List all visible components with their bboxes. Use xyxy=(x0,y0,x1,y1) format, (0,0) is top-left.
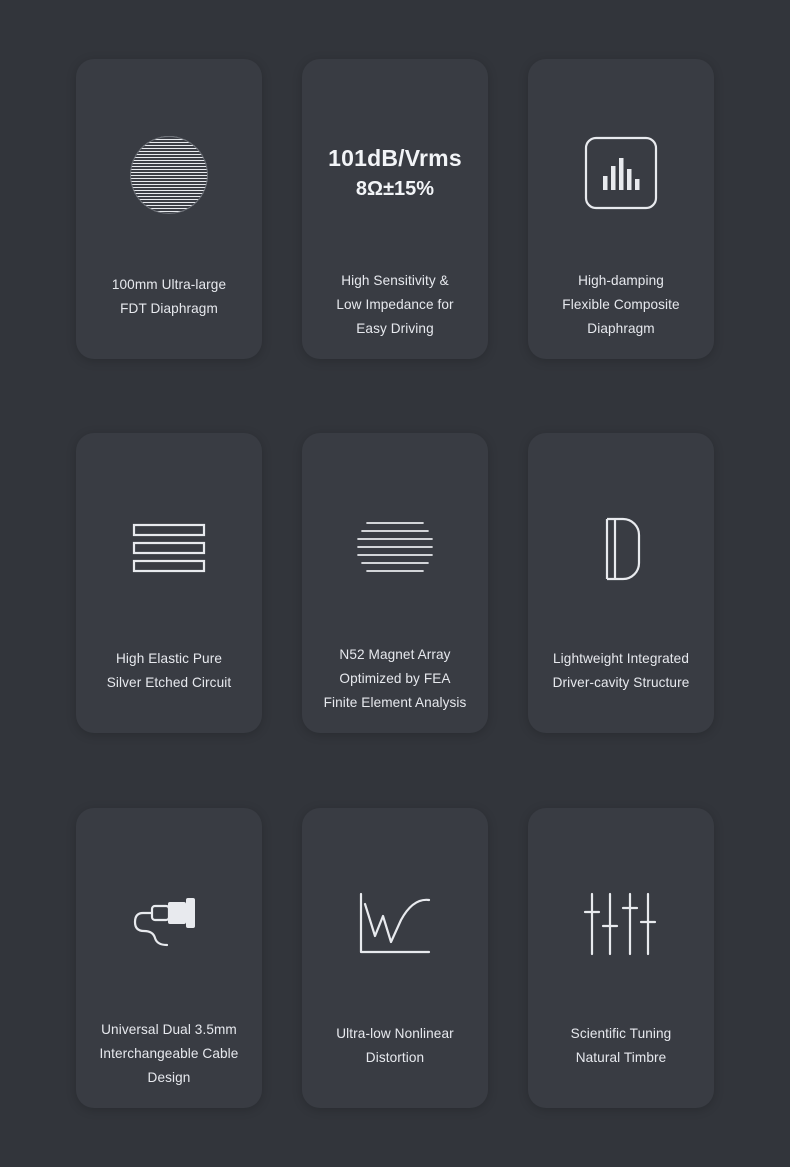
spec-line-2: 8Ω±15% xyxy=(355,177,435,200)
caption-line: Distortion xyxy=(365,1049,425,1065)
caption-line: Finite Element Analysis xyxy=(323,695,467,711)
cable-plug-icon xyxy=(126,890,212,954)
icon-zone xyxy=(312,451,478,643)
icon-zone xyxy=(538,77,704,269)
magnet-array-lines-icon xyxy=(353,519,437,575)
icon-zone xyxy=(538,826,704,1022)
caption-line: 100mm Ultra-large xyxy=(111,277,227,293)
caption-line: High Sensitivity & xyxy=(341,273,449,289)
icon-zone xyxy=(86,826,252,1018)
sensitivity-spec-text-icon xyxy=(328,144,462,202)
feature-card-magnet-array xyxy=(302,433,488,733)
feature-card-cable xyxy=(76,808,262,1108)
caption-line: Design xyxy=(147,1069,191,1085)
grid-cell xyxy=(60,771,278,1145)
grid-cell xyxy=(512,22,730,396)
caption-line: Natural Timbre xyxy=(575,1049,667,1065)
icon-zone xyxy=(86,451,252,647)
caption-line: N52 Magnet Array xyxy=(339,647,451,663)
caption-line: High Elastic Pure xyxy=(116,651,222,667)
icon-zone xyxy=(312,826,478,1022)
grid-cell xyxy=(512,771,730,1145)
caption-line: High-damping xyxy=(578,273,664,289)
spec-line-1: 101dB/Vrms xyxy=(328,145,462,172)
grid-cell xyxy=(286,396,504,770)
feature-caption xyxy=(538,647,704,695)
feature-caption xyxy=(86,647,252,695)
caption-line: Flexible Composite xyxy=(562,297,680,313)
caption-line: Interchangeable Cable xyxy=(99,1045,239,1061)
caption-line: FDT Diaphragm xyxy=(120,301,218,317)
feature-caption xyxy=(312,269,478,341)
caption-line: Universal Dual 3.5mm xyxy=(101,1021,237,1037)
feature-card-fdt-diaphragm xyxy=(76,59,262,359)
grid-cell xyxy=(286,771,504,1145)
grid-cell xyxy=(286,22,504,396)
distortion-waveform-graph-icon xyxy=(355,890,435,958)
damping-bars-square-icon xyxy=(584,136,658,210)
icon-zone xyxy=(538,451,704,647)
grid-cell xyxy=(60,22,278,396)
grid-cell xyxy=(60,396,278,770)
mesh-diaphragm-circle-icon xyxy=(130,136,208,214)
etched-circuit-lines-icon xyxy=(130,519,208,579)
feature-caption xyxy=(538,269,704,341)
caption-line: Lightweight Integrated xyxy=(553,651,689,667)
caption-line: Driver-cavity Structure xyxy=(552,675,690,691)
caption-line: Ultra-low Nonlinear xyxy=(336,1025,454,1041)
feature-caption xyxy=(538,1022,704,1070)
caption-line: Easy Driving xyxy=(356,321,434,337)
caption-line: Diaphragm xyxy=(587,321,655,337)
caption-line: Silver Etched Circuit xyxy=(106,675,232,691)
feature-caption xyxy=(86,273,252,321)
feature-caption xyxy=(86,1018,252,1090)
feature-card-tuning xyxy=(528,808,714,1108)
feature-card-driver-cavity xyxy=(528,433,714,733)
driver-cavity-capsule-icon xyxy=(593,513,649,585)
feature-card-sensitivity xyxy=(302,59,488,359)
feature-card-damping xyxy=(528,59,714,359)
feature-caption xyxy=(312,1022,478,1070)
grid-cell xyxy=(512,396,730,770)
icon-zone xyxy=(312,77,478,269)
caption-line: Optimized by FEA xyxy=(339,671,451,687)
icon-zone xyxy=(86,77,252,273)
feature-caption xyxy=(312,643,478,715)
feature-card-distortion xyxy=(302,808,488,1108)
tuning-sliders-icon xyxy=(583,890,659,958)
caption-line: Scientific Tuning xyxy=(570,1025,672,1041)
feature-card-etched-circuit xyxy=(76,433,262,733)
caption-line: Low Impedance for xyxy=(336,297,454,313)
